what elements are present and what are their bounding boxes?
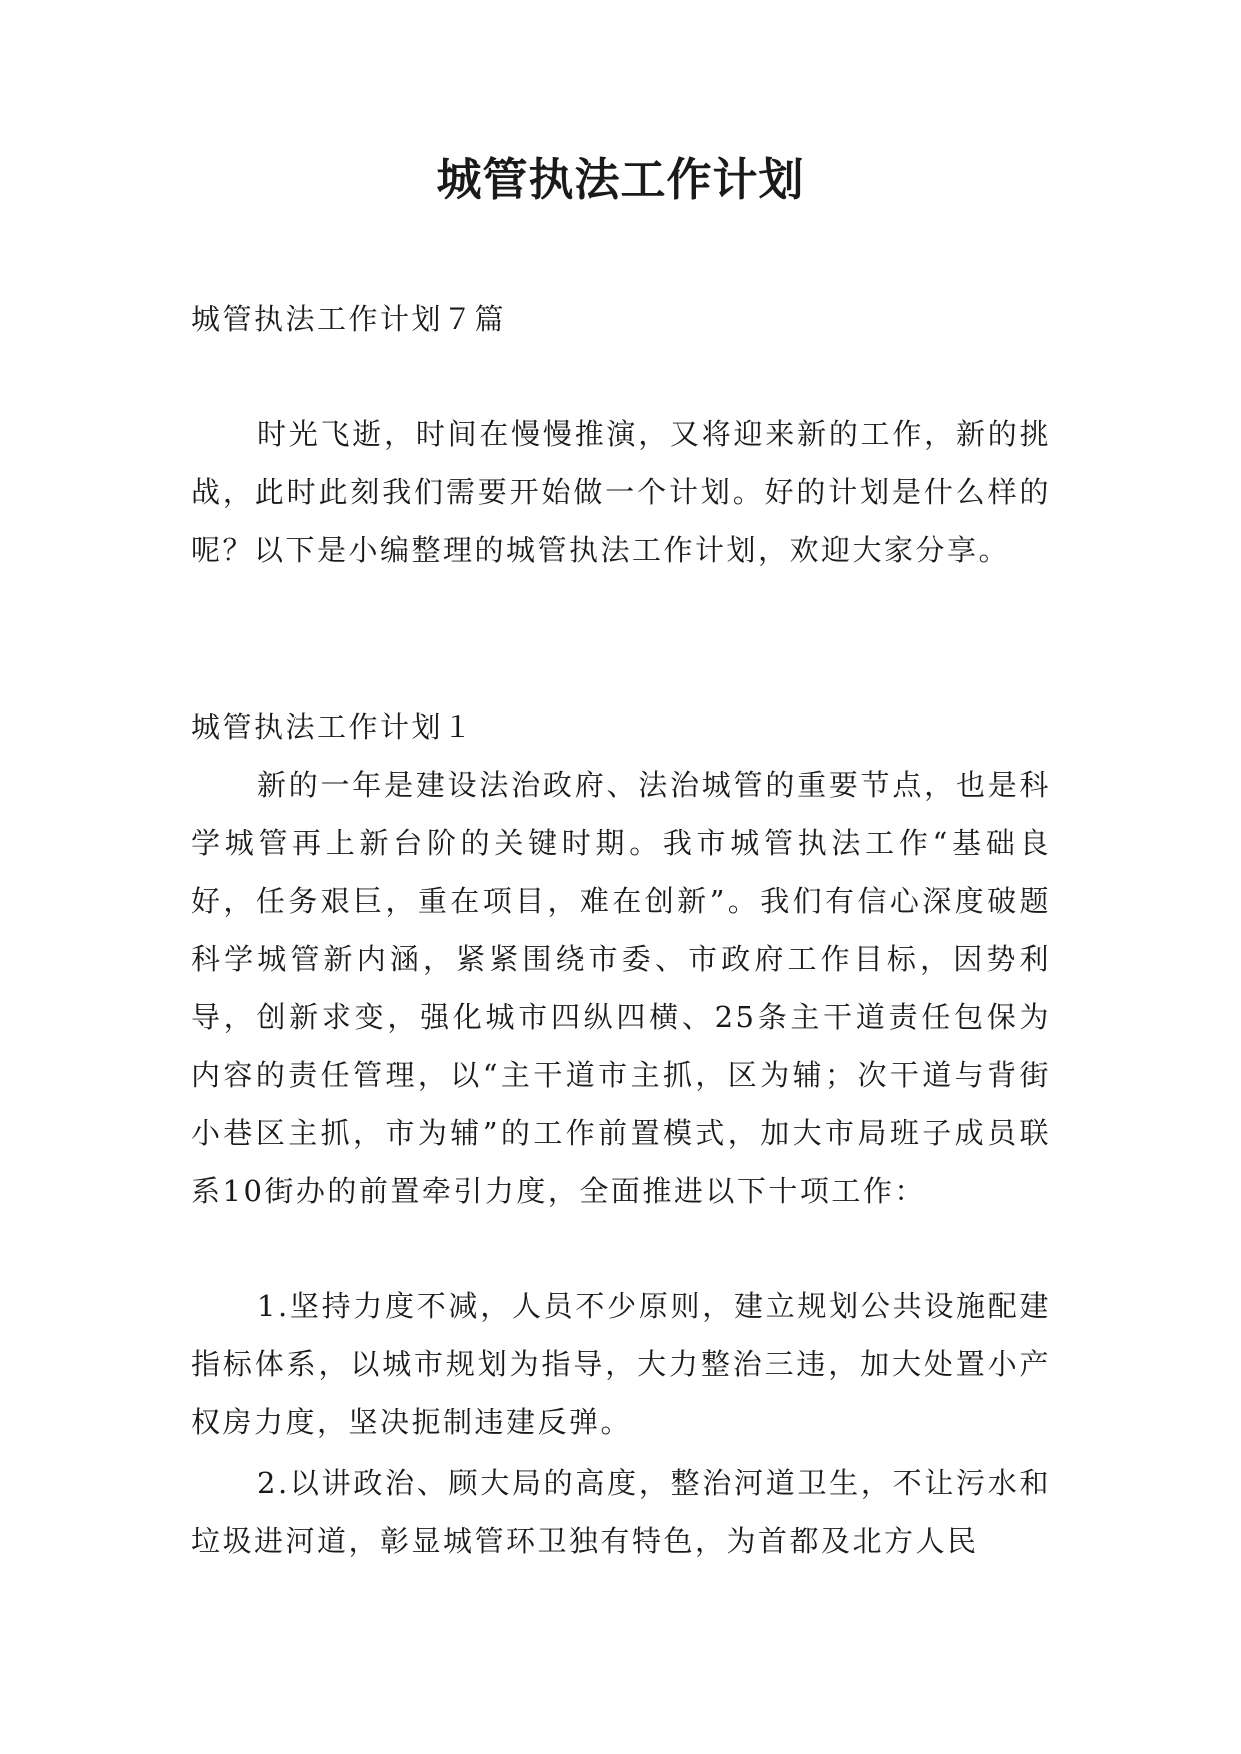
- document-title: 城管执法工作计划: [436, 153, 805, 206]
- section-heading-1: 城管执法工作计划１: [191, 710, 475, 744]
- list-item-2: 2.以讲政治、顾大局的高度，整治河道卫生，不让污水和垃圾进河道，彰显城管环卫独有特色，为首都及北方人民: [191, 1466, 1051, 1558]
- section-1-paragraph: 新的一年是建设法治政府、法治城管的重要节点，也是科学城管再上新台阶的关键时期。我市城管执法工作“基础良好，任务艰巨，重在项目，难在创新”。我们有信心深度破题科学城管新内涵，紧紧围绕市委、市政府工作目标，因势利导，创新求变，强化城市四纵四横、25条主干道责任包保为内容的责任管理，以“主干道市主抓，区为辅；次干道与背街小巷区主抓，市为辅”的工作前置模式，加大市局班子成员联系10街办的前置牵引力度，全面推进以下十项工作：: [191, 768, 1051, 1208]
- document-subtitle: 城管执法工作计划７篇: [191, 302, 507, 336]
- intro-paragraph: 时光飞逝，时间在慢慢推演，又将迎来新的工作，新的挑战，此时此刻我们需要开始做一个计划。好的计划是什么样的呢？以下是小编整理的城管执法工作计划，欢迎大家分享。: [191, 417, 1051, 567]
- list-item-1: 1.坚持力度不减，人员不少原则，建立规划公共设施配建指标体系，以城市规划为指导，大力整治三违，加大处置小产权房力度，坚决扼制违建反弹。: [191, 1289, 1051, 1439]
